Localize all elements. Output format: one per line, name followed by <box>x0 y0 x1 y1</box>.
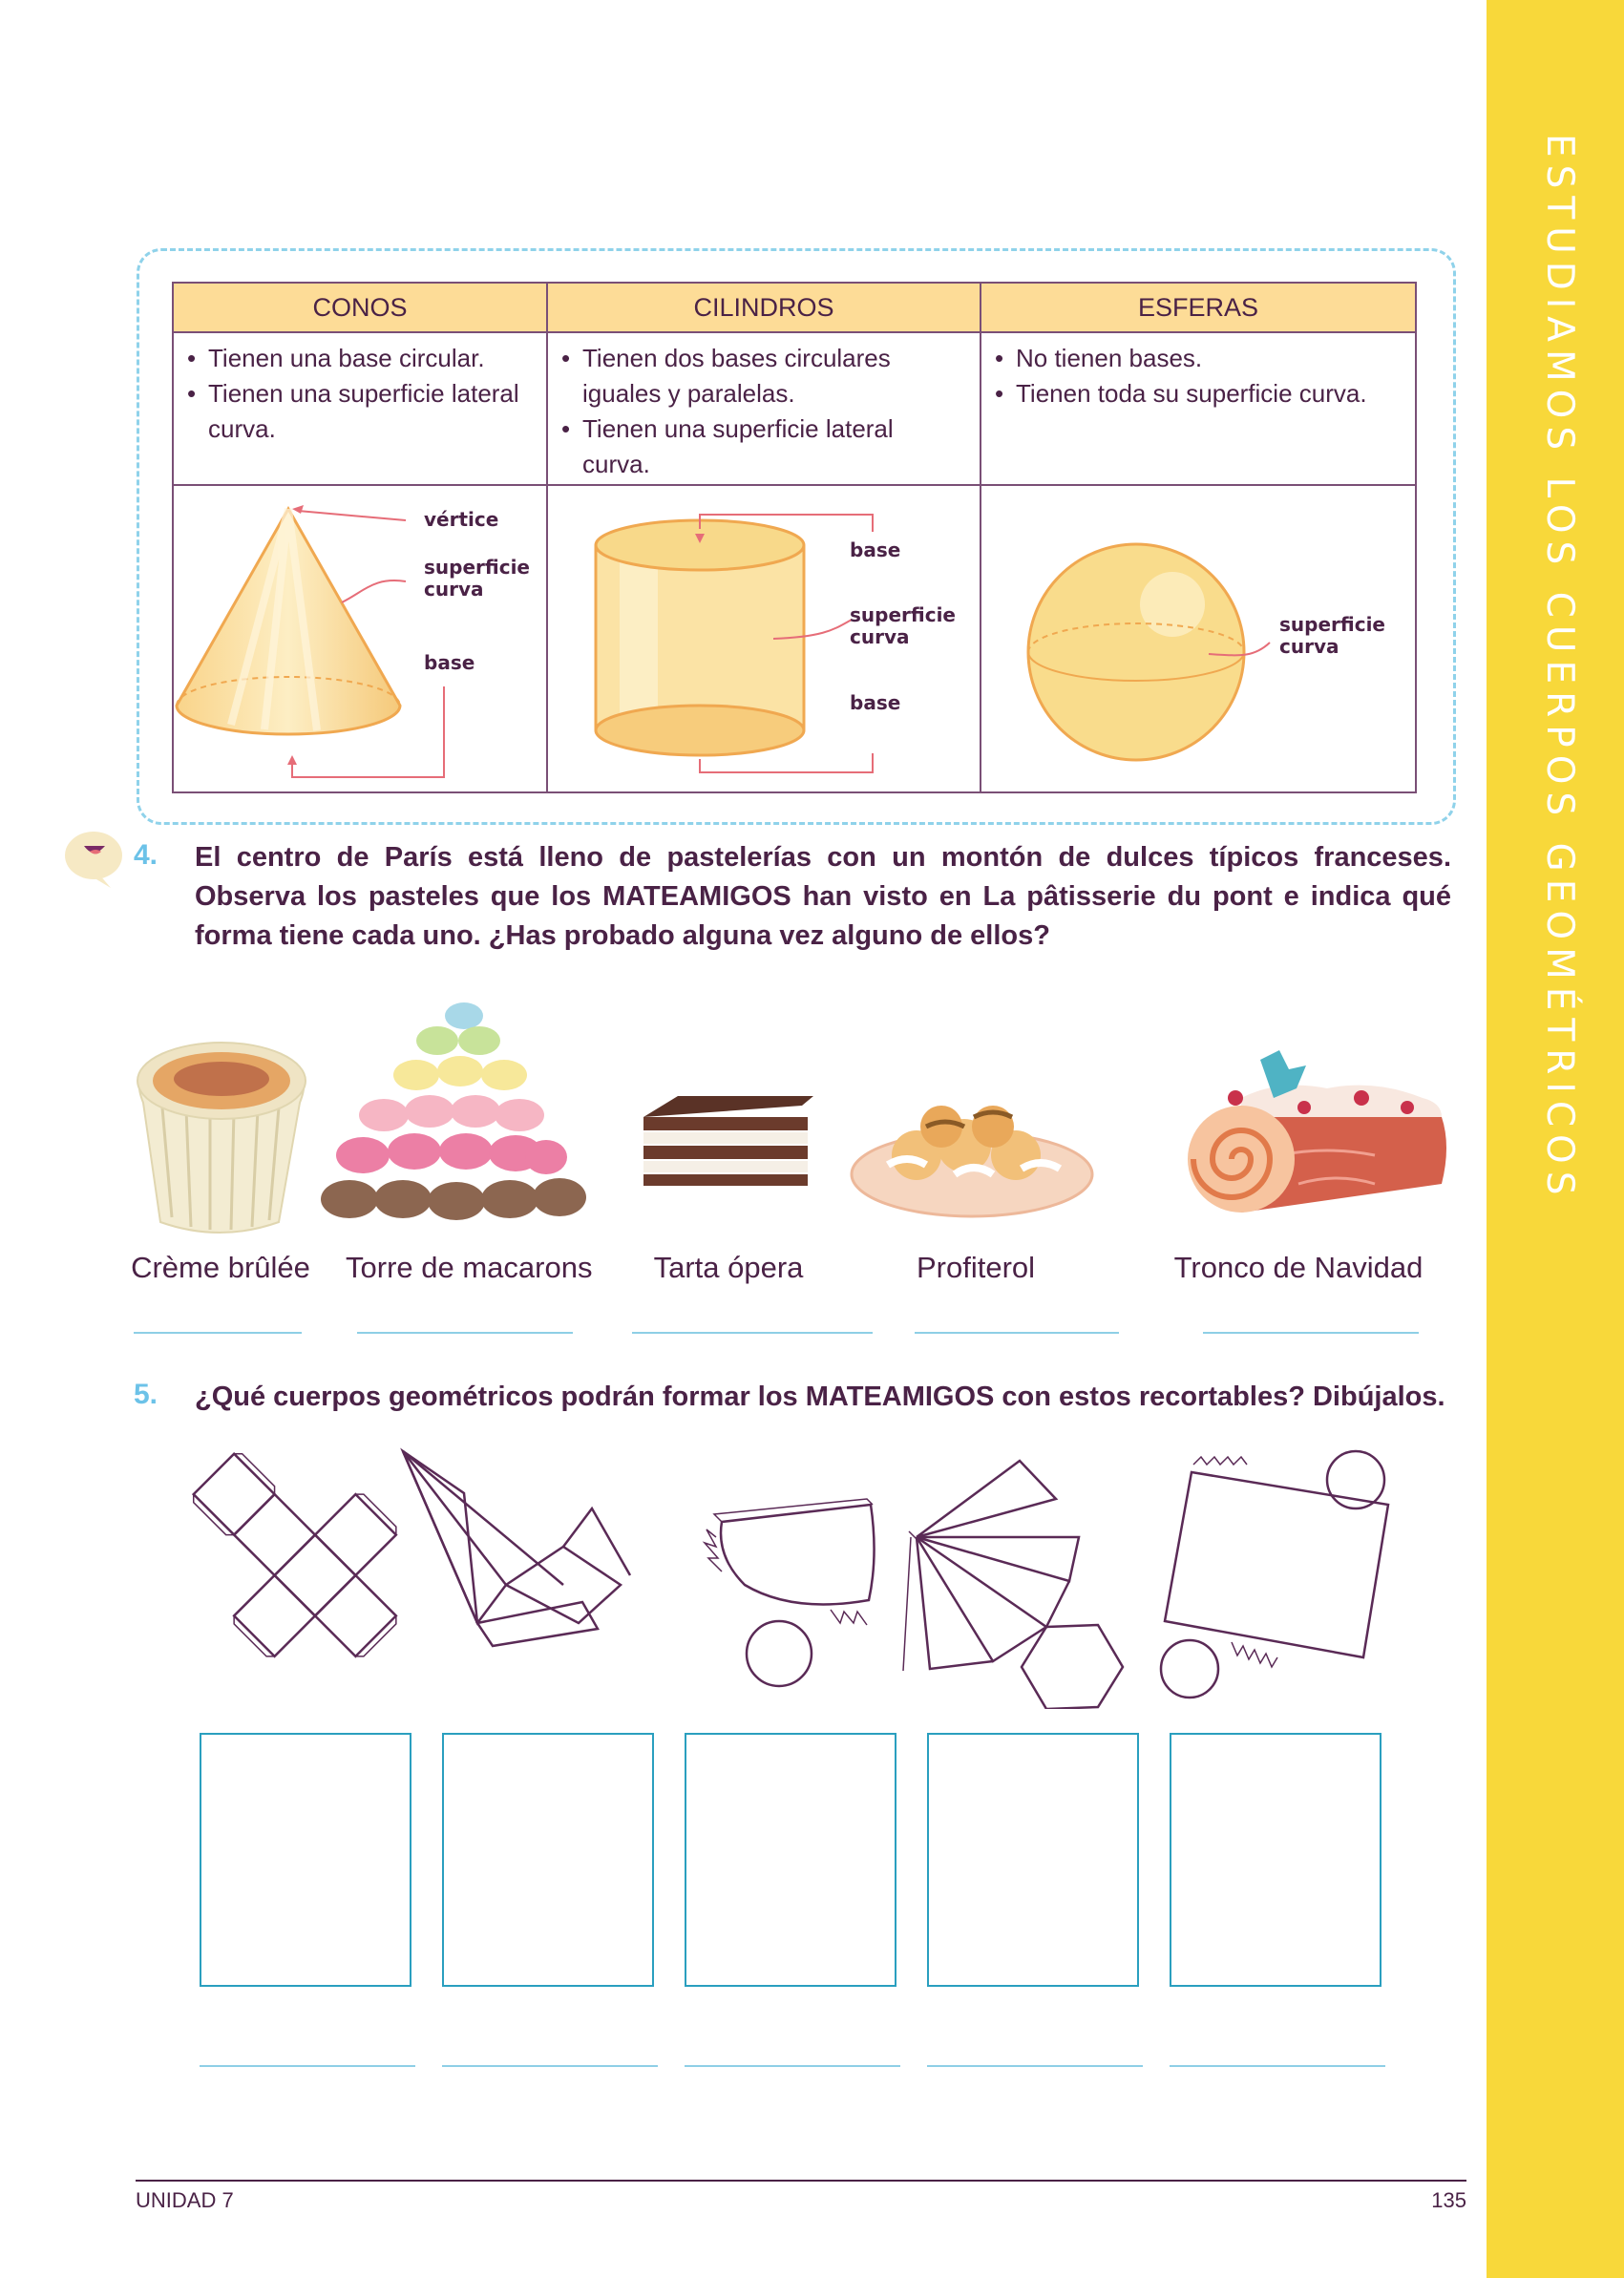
q5-number: 5. <box>134 1379 158 1410</box>
geometric-nets <box>181 1442 1413 1709</box>
cilindros-properties <box>547 332 981 485</box>
answer-line[interactable] <box>915 1332 1119 1334</box>
conos-properties <box>173 332 547 485</box>
footer-unit: UNIDAD 7 <box>136 2188 234 2212</box>
answer-line[interactable] <box>1203 1332 1419 1334</box>
answer-line[interactable] <box>200 2065 415 2067</box>
speech-bubble-icon <box>61 827 126 890</box>
chapter-title: ESTUDIAMOS LOS CUERPOS GEOMÉTRICOS <box>1538 134 1581 1203</box>
drawing-box[interactable] <box>927 1733 1139 1987</box>
cake-name: Crème brûlée <box>131 1251 310 1284</box>
cube-net <box>181 1442 445 1705</box>
q4-text: El centro de París está lleno de pastelerías con un montón de dulces típicos franceses. Observa los pasteles que los MATEAMIGOS han visto en La pâtisserie du pont e indica qué forma tiene cada uno. ¿Has probado alguna vez alguno de ellos? <box>195 842 1451 951</box>
cake-name: Tarta ópera <box>653 1251 804 1284</box>
chapter-sidebar <box>1487 0 1624 2278</box>
esferas-prop: • Tienen toda su superficie curva. <box>995 376 1402 411</box>
pastries-illustration <box>134 993 1451 1241</box>
macaron-tower-image <box>321 1002 586 1220</box>
drawing-box[interactable] <box>685 1733 896 1987</box>
cylinder-base-top-label: base <box>850 538 901 561</box>
esferas-properties <box>981 332 1416 485</box>
drawing-box[interactable] <box>442 1733 654 1987</box>
header-conos: CONOS <box>173 283 547 332</box>
q5-text: ¿Qué cuerpos geométricos podrán formar los MATEAMIGOS con estos recortables? Dibújalos. <box>195 1382 1445 1412</box>
cylinder-figure-cell <box>547 485 981 792</box>
cone-curved-label: superficie curva <box>424 556 530 601</box>
sphere-curved-label: superficie curva <box>1279 613 1385 658</box>
header-esferas: ESFERAS <box>981 283 1416 332</box>
cilindros-prop: • Tienen dos bases circulares iguales y paralelas. <box>561 341 966 411</box>
header-cilindros: CILINDROS <box>547 283 981 332</box>
cylinder-base-bottom-label: base <box>850 691 901 714</box>
conos-prop: • Tienen una base circular. <box>187 341 533 376</box>
summary-box <box>137 248 1456 825</box>
profiterol-image <box>852 1106 1092 1216</box>
summary-table <box>172 282 1417 793</box>
cylinder-curved-label: superficie curva <box>850 603 956 648</box>
page-number: 135 <box>1431 2188 1466 2212</box>
tronco-navidad-image <box>1188 1050 1446 1213</box>
hexagonal-pyramid-net <box>903 1461 1123 1709</box>
answer-line[interactable] <box>357 1332 573 1334</box>
answer-line[interactable] <box>927 2065 1143 2067</box>
answer-line[interactable] <box>685 2065 900 2067</box>
cake-name: Torre de macarons <box>346 1251 593 1284</box>
q4-number: 4. <box>134 839 158 871</box>
footer-divider <box>136 2180 1466 2182</box>
conos-prop: • Tienen una superficie lateral curva. <box>187 376 533 447</box>
esferas-prop: • No tienen bases. <box>995 341 1402 376</box>
cone-figure-cell <box>173 485 547 792</box>
cake-name: Tronco de Navidad <box>1173 1251 1424 1284</box>
answer-line[interactable] <box>1170 2065 1385 2067</box>
cylinder-net <box>1161 1451 1388 1698</box>
cake-name: Profiterol <box>916 1251 1036 1284</box>
cone-base-label: base <box>424 651 475 674</box>
cone-net <box>705 1499 875 1686</box>
sphere-figure-cell <box>981 485 1416 792</box>
tarta-opera-image <box>643 1096 813 1186</box>
answer-line[interactable] <box>632 1332 873 1334</box>
drawing-box[interactable] <box>200 1733 411 1987</box>
pyramid-net <box>403 1451 630 1646</box>
cone-illustration <box>174 486 548 791</box>
creme-brulee-image <box>137 1043 306 1233</box>
drawing-box[interactable] <box>1170 1733 1381 1987</box>
cone-vertex-label: vértice <box>424 508 499 531</box>
cilindros-prop: • Tienen una superficie lateral curva. <box>561 411 966 482</box>
answer-line[interactable] <box>442 2065 658 2067</box>
answer-line[interactable] <box>134 1332 302 1334</box>
